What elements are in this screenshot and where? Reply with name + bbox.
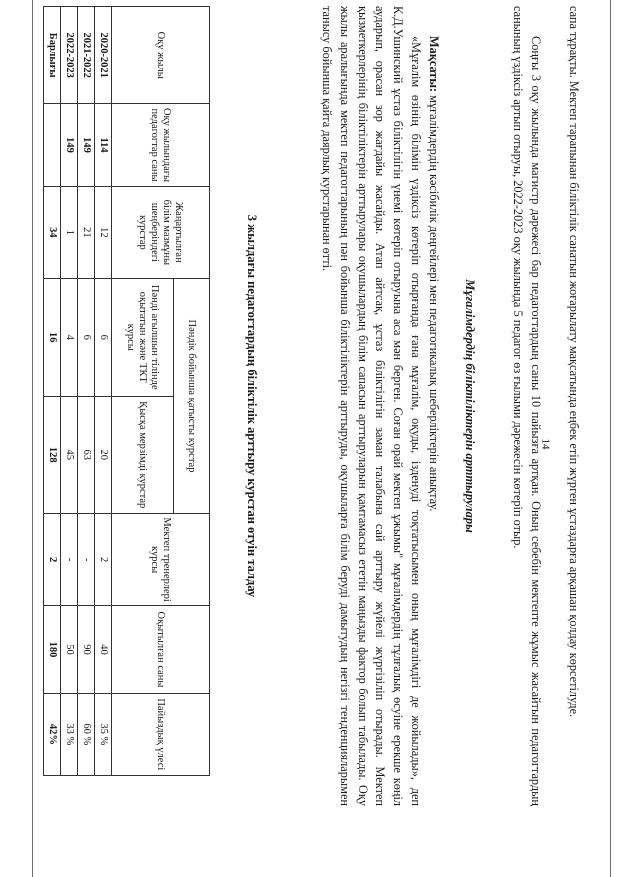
cell-percent: 42% <box>44 693 61 775</box>
header-percent: Пайыздық үлесі <box>112 693 210 775</box>
right-border-line <box>610 0 611 877</box>
cell-teachers: 149 <box>61 104 78 186</box>
section-heading: Мұғалімдердің біліктіліктерін арттырулары <box>463 279 477 533</box>
cell-year: 2022-2023 <box>61 7 78 104</box>
header-trainer: Мектеп тренерлері курсы <box>112 513 210 605</box>
table-row <box>95 7 112 776</box>
paragraph-1: сапа тұрақты. Мектеп тарапынан біліктілік санатын жоғарылату мақсатында еңбек етіп жүрген ұстаздарға арқашан қолдау көрсетілуде. <box>567 6 581 718</box>
cell-trainer: - <box>61 513 78 605</box>
cell-trainer: 2 <box>44 513 61 605</box>
table-total-row <box>44 7 61 776</box>
table-header-row <box>174 7 210 776</box>
goal-label: Мақсаты: <box>427 36 441 93</box>
cell-nis: 12 <box>95 186 112 278</box>
header-nis: Жаңартылған білім мазмұны шеңберіндегі курстар <box>112 186 210 278</box>
cell-students: 180 <box>44 606 61 693</box>
cell-short-term: 20 <box>95 396 112 513</box>
cell-teachers: 114 <box>95 104 112 186</box>
cell-year: 2021-2022 <box>78 7 95 104</box>
rotated-page-content <box>22 6 582 846</box>
goal-text: мұғалімдердің кәсібилік деңгейлері мен педагогикалық шеберліктерін анықтау. <box>427 92 441 512</box>
cell-percent: 35 % <box>95 693 112 775</box>
goal-paragraph <box>424 6 442 806</box>
cell-subject-nis: 6 <box>95 279 112 396</box>
cell-subject-nis: 6 <box>78 279 95 396</box>
header-short-term: Қысқа мерзімді курстар <box>112 396 174 513</box>
paragraph-3: «Мұғалім өзінің білімін үздіксіз көтеріп отырғанда ғана мұғалім, оқуды, ізденуді тоқтатысымен оның мұғалімдігі де жойылады», деп К.Д.Ушинский ұстаз біліктілігін үнемі көтеріп отыруына аса мән берген. Соған орай мектеп ұжымы" мұғалімдердің тұлғалық өсуіне ерекше көңіл аударып, орасан зор жағдайы жасайды. Атап айтсақ, ұстаз біліктілігін заман талабына сай арттыру жүйелі жүргізіліп отырады. Мектеп қызметкерлерінің біліктіліктерін арттырулары оқушылардың білім сапасын арттыруларын қамтамасыз ететін маңызды фактор болып табылады. Оқу жылы аралығында мектеп педагогтарының пән бойынша біліктіліктерін арттыруды, оқушыларға білім беруді дамытудың негізгі тенденцияларымен танысу бойынша қайта даярлық курстарынан өтті. <box>320 6 423 806</box>
courses-table <box>43 6 210 776</box>
cell-teachers: 149 <box>78 104 95 186</box>
cell-trainer: - <box>78 513 95 605</box>
cell-short-term: 63 <box>78 396 95 513</box>
cell-year: 2020-2021 <box>95 7 112 104</box>
cell-teachers <box>44 104 61 186</box>
paragraph-2: Соңғы 3 оқу жылында магистр дәрежесі бар педагогтардың саны 10 пайызға артқан. Оның себебін мектепте жұмыс жасайтын педагогтардың санының үздіксіз артып отыруы, 2022-2023 оқу жылында 5 педагог өз ғылыми дәрежесін көтеріп отыр. <box>511 6 543 806</box>
header-year: Оқу жылы <box>112 7 210 104</box>
cell-year: Барлығы <box>44 7 61 104</box>
table-row <box>78 7 95 776</box>
cell-short-term: 45 <box>61 396 78 513</box>
header-students: Оқытылған саны <box>112 606 210 693</box>
cell-nis: 21 <box>78 186 95 278</box>
header-subject-group: Пәндік бойынша қатысты курстар <box>174 279 210 514</box>
header-teachers: Оқу жылындағы педагогтар саны <box>112 104 210 186</box>
cell-nis: 1 <box>61 186 78 278</box>
page-number: 14 <box>539 438 552 450</box>
cell-short-term: 128 <box>44 396 61 513</box>
cell-percent: 60 % <box>78 693 95 775</box>
cell-trainer: 2 <box>95 513 112 605</box>
cell-students: 40 <box>95 606 112 693</box>
cell-percent: 33 % <box>61 693 78 775</box>
table-row <box>61 7 78 776</box>
cell-subject-nis: 4 <box>61 279 78 396</box>
cell-students: 50 <box>61 606 78 693</box>
table-title: 3 жылдағы педагогтардың біліктілік арттыру курстан өтуін талдау <box>245 214 259 598</box>
cell-students: 90 <box>78 606 95 693</box>
header-subject-nis: Пәнді ағылшын тілінде оқытатын және ТКТ курсы <box>112 279 174 396</box>
cell-nis: 34 <box>44 186 61 278</box>
cell-subject-nis: 16 <box>44 279 61 396</box>
